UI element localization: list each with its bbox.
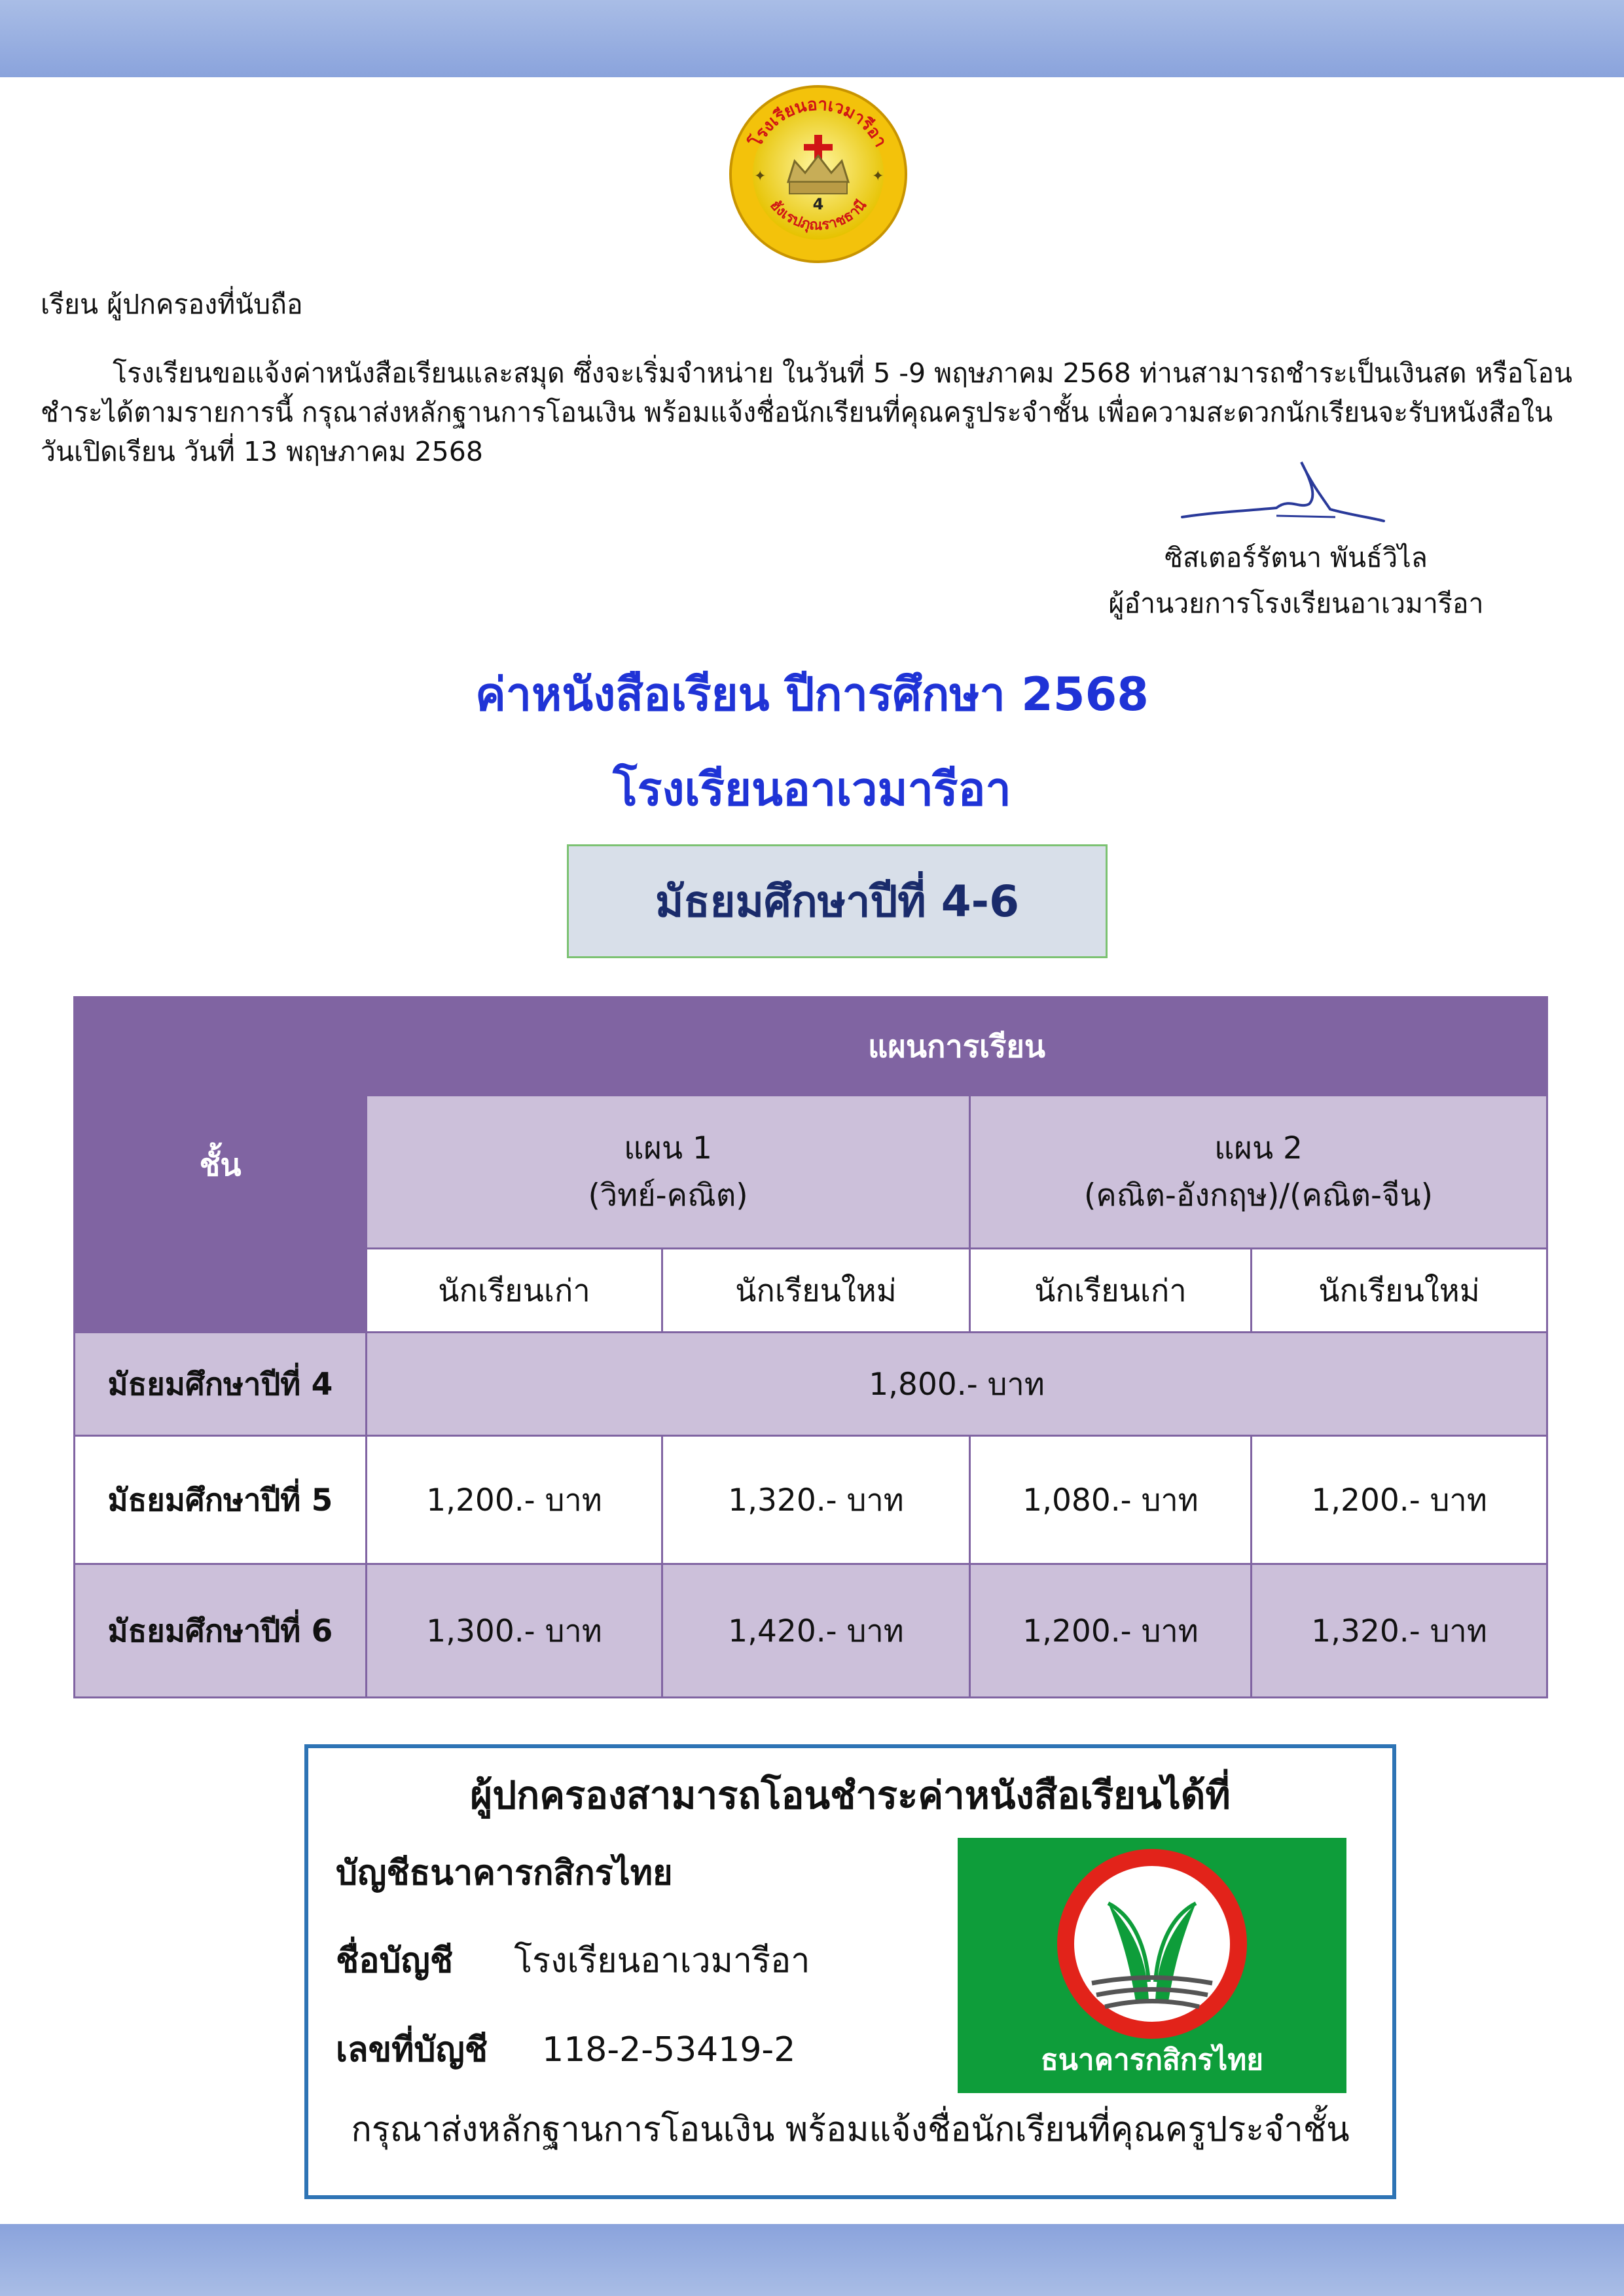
kbank-emblem-icon (958, 1838, 1346, 2041)
page-title: ค่าหนังสือเรียน ปีการศึกษา 2568 (475, 668, 1149, 721)
school-name-title: โรงเรียนอาเวมารีอา (613, 762, 1011, 816)
account-name-value: โรงเรียนอาเวมารีอา (514, 1941, 810, 1981)
account-name-row (336, 1933, 810, 1987)
account-number-row (336, 2022, 795, 2076)
plan-2-header (970, 1096, 1547, 1249)
kasikorn-bank-logo (958, 1838, 1346, 2093)
grade-cell: มัธยมศึกษาปีที่ 6 (75, 1564, 367, 1698)
seal-bottom-text: ฮังเรปภุณราชธานี (767, 197, 870, 234)
fee-cell: 1,320.- บาท (1252, 1564, 1547, 1698)
fee-cell: 1,200.- บาท (1252, 1436, 1547, 1564)
fee-cell: 1,420.- บาท (662, 1564, 970, 1698)
plan-1-subject: (วิทย์-คณิต) (588, 1177, 748, 1213)
salutation: เรียน ผู้ปกครองที่นับถือ (41, 289, 303, 320)
fee-cell: 1,080.- บาท (970, 1436, 1252, 1564)
grade-cell: มัธยมศึกษาปีที่ 5 (75, 1436, 367, 1564)
student-type-header: นักเรียนใหม่ (1252, 1249, 1547, 1333)
payment-note: กรุณาส่งหลักฐานการโอนเงิน พร้อมแจ้งชื่อนักเรียนที่คุณครูประจำชั้น (351, 2110, 1350, 2149)
plan-1-header (367, 1096, 970, 1249)
table-row (75, 1436, 1547, 1564)
letter-body: โรงเรียนขอแจ้งค่าหนังสือเรียนและสมุด ซึ่งจะเริ่มจำหน่าย ในวันที่ 5 -9 พฤษภาคม 2568 ท่านสามารถชำระเป็นเงินสด หรือโอนชำระได้ตามรายการนี้ กรุณาส่งหลักฐานการโอนเงิน พร้อมแจ้งชื่อนักเรียนที่คุณครูประจำชั้น เพื่อความสะดวกนักเรียนจะรับหนังสือในวันเปิดเรียน วันที่ 13 พฤษภาคม 2568 (41, 357, 1572, 467)
payment-title: ผู้ปกครองสามารถโอนชำระค่าหนังสือเรียนได้ที่ (470, 1773, 1231, 1818)
bottom-banner (0, 2224, 1624, 2296)
book-fee-table (73, 996, 1548, 1698)
fee-cell: 1,200.- บาท (970, 1564, 1252, 1698)
top-banner (0, 0, 1624, 77)
table-row (75, 1333, 1547, 1436)
svg-text:✦: ✦ (872, 168, 884, 185)
plan-1-name: แผน 1 (624, 1130, 712, 1166)
signature (1178, 458, 1388, 530)
plan-2-subject: (คณิต-อังกฤษ)/(คณิต-จีน) (1084, 1177, 1433, 1213)
seal-top-text: โรงเรียนอาเวมารีอา (746, 94, 891, 151)
student-type-header: นักเรียนใหม่ (662, 1249, 970, 1333)
signer-name: ซิสเตอร์รัตนา พันธ์วิไล (1164, 542, 1428, 573)
grade-level-text: มัธยมศึกษาปีที่ 4-6 (655, 876, 1019, 927)
fee-cell-merged: 1,800.- บาท (367, 1333, 1547, 1436)
account-number-label: เลขที่บัญชี (336, 2030, 488, 2070)
grade-column-header: ชั้น (75, 997, 367, 1333)
payment-info-box (304, 1744, 1396, 2199)
grade-level-label (567, 844, 1108, 958)
fee-cell: 1,200.- บาท (367, 1436, 662, 1564)
table-row (75, 1564, 1547, 1698)
fee-cell: 1,320.- บาท (662, 1436, 970, 1564)
account-number-value: 118-2-53419-2 (542, 2030, 796, 2070)
seal-number: 4 (812, 195, 824, 213)
student-type-header: นักเรียนเก่า (367, 1249, 662, 1333)
school-seal-logo (728, 84, 909, 264)
signer-role: ผู้อำนวยการโรงเรียนอาเวมารีอา (1108, 588, 1484, 619)
grade-cell: มัธยมศึกษาปีที่ 4 (75, 1333, 367, 1436)
svg-text:✦: ✦ (754, 168, 767, 185)
bank-name: บัญชีธนาคารกสิกรไทย (336, 1854, 673, 1893)
study-plan-header: แผนการเรียน (367, 997, 1547, 1096)
account-name-label: ชื่อบัญชี (336, 1941, 454, 1981)
fee-cell: 1,300.- บาท (367, 1564, 662, 1698)
kbank-logo-caption: ธนาคารกสิกรไทย (1040, 2043, 1264, 2077)
student-type-header: นักเรียนเก่า (970, 1249, 1252, 1333)
plan-2-name: แผน 2 (1214, 1130, 1303, 1166)
